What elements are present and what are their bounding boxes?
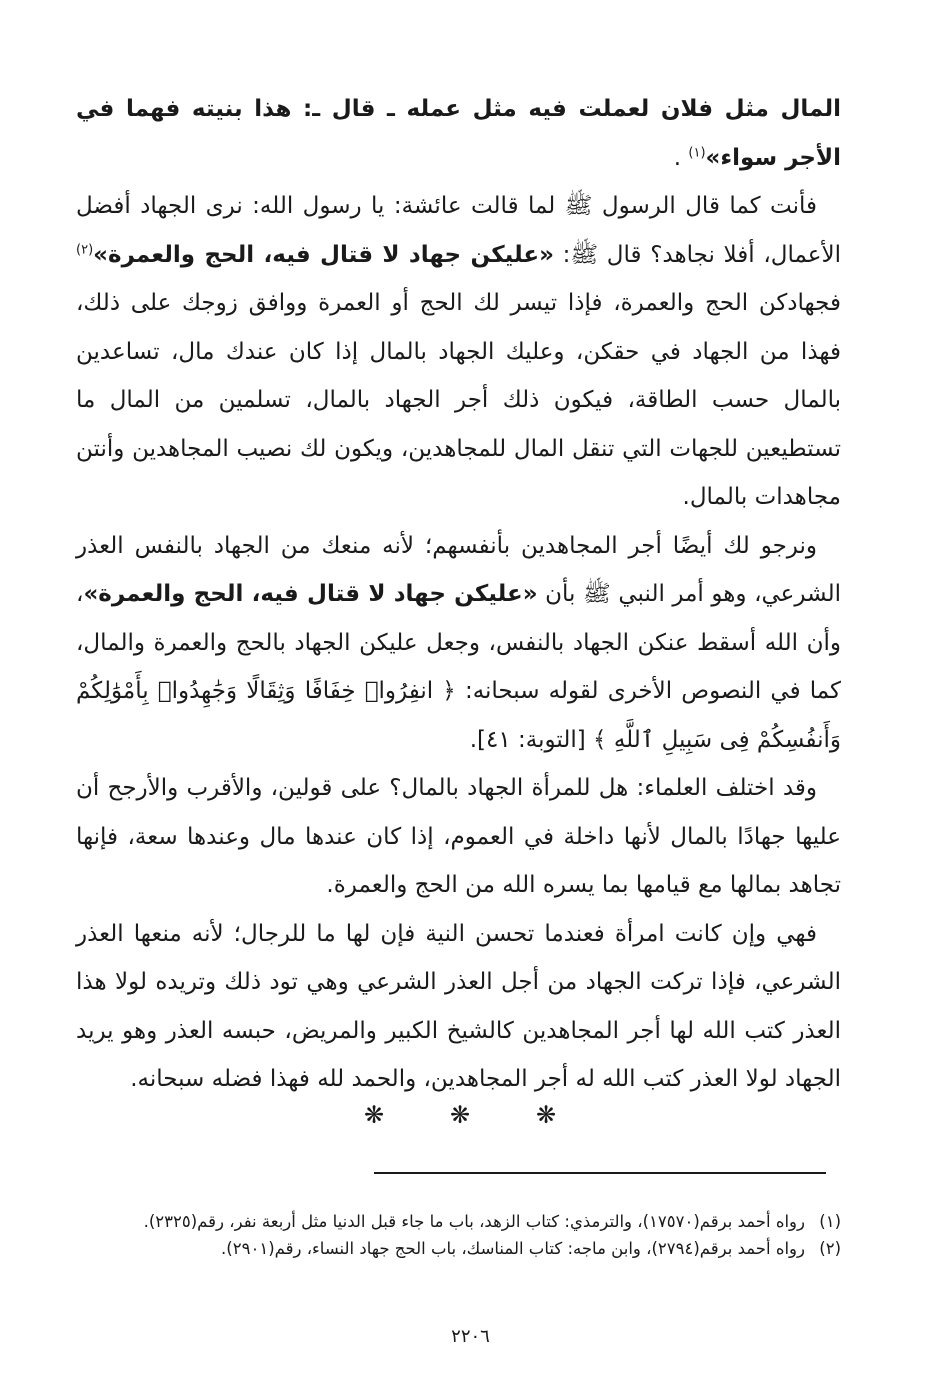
paragraph-text: فجهادكن الحج والعمرة، فإذا تيسر لك الحج أو العمرة ووافق زوجك على ذلك، فهذا من الجهاد في حقكن، وعليك الجهاد بالمال إذا كان عندك مال، تساعدين بالمال حسب الطاقة، فيكون ذلك أجر الجهاد بالمال، تسلمين من المال ما تستطيعين للجهات التي تنقل المال للمجاهدين، ويكون لك نصيب المجاهدين وأنتن مجاهدات بالمال.	[76, 290, 841, 510]
footnote-1	[76, 1208, 841, 1235]
footnote-number: (٢)	[819, 1239, 841, 1258]
separator-star-icon: ❋	[364, 1101, 385, 1129]
footnote-divider	[374, 1172, 826, 1174]
footnote-text: رواه أحمد برقم(١٧٥٧٠)، والترمذي: كتاب الزهد، باب ما جاء قبل الدنيا مثل أربعة نفر، رقم(٢٣٢٥).	[143, 1212, 805, 1231]
page-number: ٢٢٠٦	[451, 1326, 490, 1347]
footnote-2	[76, 1235, 841, 1262]
paragraph-end: .	[673, 144, 689, 171]
footnote-ref-2: (٢)	[76, 241, 94, 257]
hadith-quote: «عليكن جهاد لا قتال فيه، الحج والعمرة»	[93, 241, 554, 268]
footnotes	[76, 1208, 841, 1262]
paragraph-2	[76, 182, 841, 522]
paragraph-5: فهي وإن كانت امرأة فعندما تحسن النية فإن لها ما للرجال؛ لأنه منعها العذر الشرعي، فإذا تركت الجهاد من أجل العذر الشرعي وهي تود ذلك وتريده لولا هذا العذر كتب الله لها أجر المجاهدين كالشيخ الكبير والمريض، حبسه العذر وهو يريد الجهاد لولا العذر كتب الله له أجر المجاهدين، والحمد لله فهذا فضله سبحانه.	[76, 920, 841, 1092]
paragraph-4: وقد اختلف العلماء: هل للمرأة الجهاد بالمال؟ على قولين، والأقرب والأرجح أن عليها جهادًا بالمال لأنها داخلة في العموم، إذا كان عندها مال وعندها سعة، فإنها تجاهد بمالها مع قيامها بما يسره الله من الحج والعمرة.	[76, 775, 841, 898]
paragraph-1	[76, 85, 841, 182]
hadith-quote: المال مثل فلان لعملت فيه مثل عمله ـ قال ـ: هذا بنيته فهما في الأجر سواء»	[76, 96, 841, 171]
paragraph-text: ونرجو لك أيضًا أجر المجاهدين بأنفسهم؛ لأنه منعك من الجهاد بالنفس العذر الشرعي، وهو أمر النبي ﷺ بأن	[76, 532, 841, 607]
separator-star-icon: ❋	[450, 1101, 471, 1129]
hadith-quote: «عليكن جهاد لا قتال فيه، الحج والعمرة»	[83, 581, 538, 607]
footnote-number: (١)	[819, 1212, 841, 1231]
paragraph-text: ، وأن الله أسقط عنكن الجهاد بالنفس، وجعل عليكن الجهاد بالحج والعمرة والمال، كما في النصوص الأخرى لقوله سبحانه: ﴿ انفِرُوا۟ خِفَافًا وَثِقَالًا وَجَٰهِدُوا۟ بِأَمْوَٰلِكُمْ وَأَنفُسِكُمْ فِى سَبِيلِ ٱللَّهِ ﴾ [التوبة: ٤١].	[76, 581, 841, 753]
footnote-ref-1: (١)	[688, 144, 706, 160]
main-text	[76, 85, 841, 1104]
separator-star-icon: ❋	[536, 1101, 557, 1129]
footnote-text: رواه أحمد برقم(٢٧٩٤)، وابن ماجه: كتاب المناسك، باب الحج جهاد النساء، رقم(٢٩٠١).	[221, 1239, 805, 1258]
section-separator	[0, 1100, 941, 1134]
paragraph-text: فأنت كما قال الرسول ﷺ لما قالت عائشة: يا رسول الله: نرى الجهاد أفضل الأعمال، أفلا نجاهد؟ قال ﷺ:	[76, 193, 841, 268]
paragraph-3	[76, 522, 841, 765]
